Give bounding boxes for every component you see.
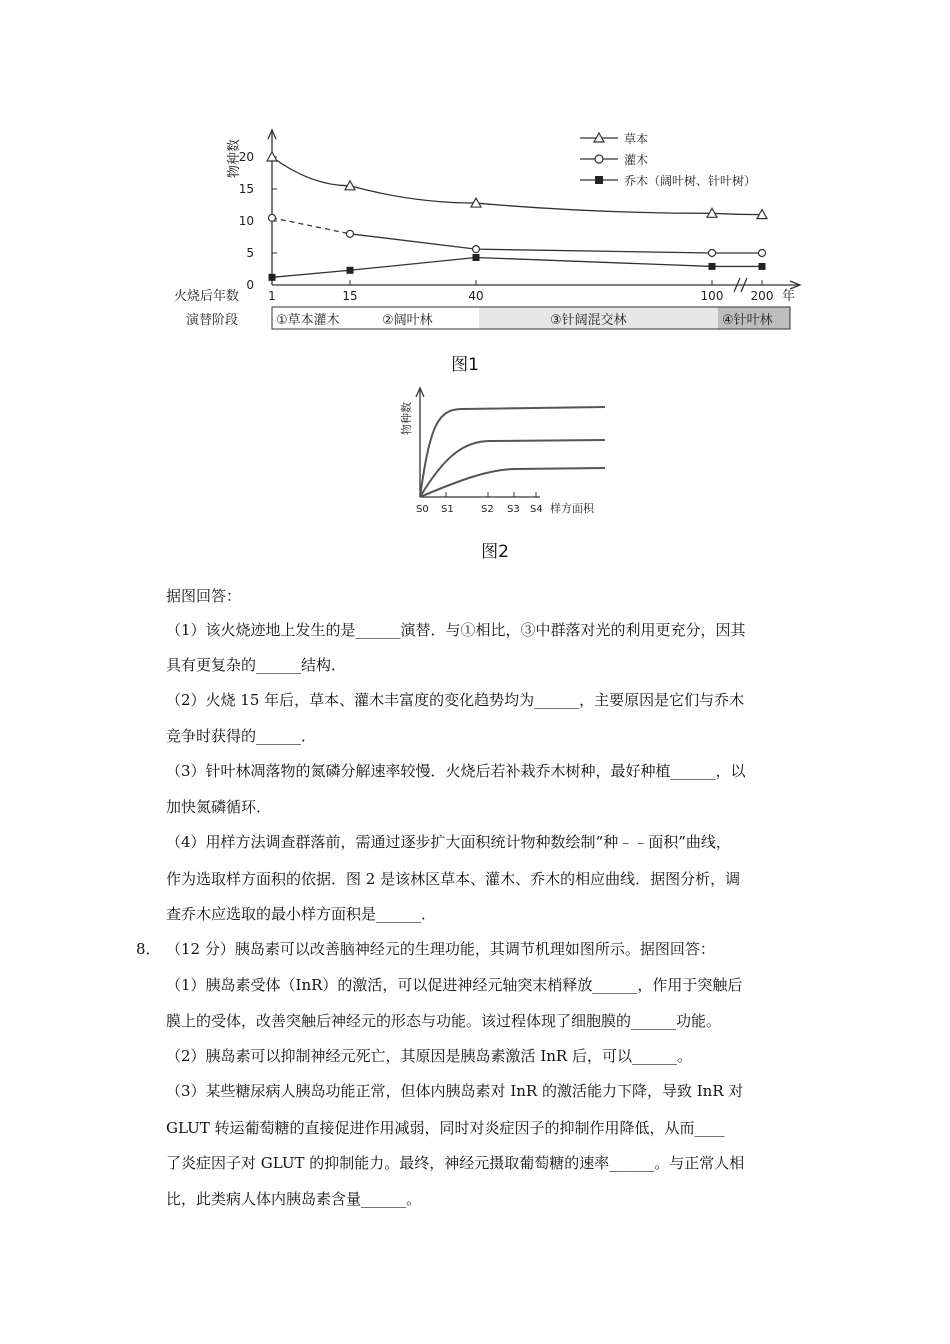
shrub-point <box>709 250 716 257</box>
problem-8-q3-line-4: 比，此类病人体内胰岛素含量______。 <box>166 1190 422 1208</box>
figure-1-x-axis-label: 火烧后年数 <box>174 289 240 304</box>
series-line <box>272 257 762 277</box>
problem-8-q3-line-3: 了炎症因子对 GLUT 的抑制能力。最终，神经元摄取葡萄糖的速率______。与正常人相 <box>166 1154 745 1172</box>
x-tick-label: 200 <box>750 289 774 303</box>
x-tick-label: 15 <box>342 289 358 303</box>
stage-2-label: ②阔叶林 <box>382 313 433 328</box>
problem-8-q1-line-2: 膜上的受体，改善突触后神经元的形态与功能。该过程体现了细胞膜的______功能。 <box>166 1012 722 1030</box>
series-line <box>350 234 762 253</box>
tick-s4: S4 <box>530 504 543 515</box>
tree-point <box>709 263 716 270</box>
y-tick-label: 0 <box>246 278 254 292</box>
problem-8-q2: （2）胰岛素可以抑制神经元死亡，其原因是胰岛素激活 InR 后，可以______。 <box>166 1047 692 1065</box>
figure-2-y-axis-label: 物种数 <box>400 402 413 435</box>
x-tick-label: 1 <box>268 289 276 303</box>
figure-1-stage-label: 演替阶段 <box>186 313 239 328</box>
shrub-point <box>269 214 276 221</box>
tick-s1: S1 <box>441 504 454 515</box>
figure-1-series <box>267 152 767 281</box>
problem-8-q1-line-1: （1）胰岛素受体（InR）的激活，可以促进神经元轴突末梢释放______，作用于突触后 <box>166 976 743 994</box>
stage-4-label: ④针叶林 <box>722 313 773 328</box>
series-line-dashed <box>272 218 350 234</box>
tree-point <box>473 254 480 261</box>
y-tick-label: 5 <box>246 246 254 260</box>
y-tick-label: 15 <box>238 182 254 196</box>
figure-1-caption: 图1 <box>451 355 479 375</box>
tick-s3: S3 <box>507 504 520 515</box>
question-4-line-1: （4）用样方法调查群落前，需通过逐步扩大面积统计物种数绘制“种﹣﹣面积”曲线， <box>166 833 731 851</box>
figure-1-x-ticks <box>268 280 773 303</box>
problem-8-q3-line-2: GLUT 转运葡萄糖的直接促进作用减弱，同时对炎症因子的抑制作用降低，从而____ <box>166 1119 725 1137</box>
y-tick-label: 20 <box>238 150 254 164</box>
question-1-line-2: 具有更复杂的______结构． <box>166 656 347 674</box>
curve-low <box>420 468 605 497</box>
stage-3-label: ③针阔混交林 <box>550 313 627 328</box>
tree-point <box>269 274 276 281</box>
question-4-line-2: 作为选取样方面积的依据．图 2 是该林区草本、灌木、乔木的相应曲线．据图分析，调 <box>166 870 741 888</box>
figure-1-y-axis-label: 物种数 <box>227 138 242 178</box>
shrub-point <box>473 246 480 253</box>
legend-shrub: 灌木 <box>624 153 649 167</box>
tree-point <box>759 263 766 270</box>
tick-s2: S2 <box>481 504 494 515</box>
legend-circle-marker <box>595 155 603 163</box>
tree-point <box>347 267 354 274</box>
legend-tree: 乔木（阔叶树、针叶树） <box>624 174 757 188</box>
question-2-line-1: （2）火烧 15 年后，草本、灌木丰富度的变化趋势均为______，主要原因是它们与乔木 <box>166 691 745 709</box>
figure-2-tick-marks <box>446 492 536 497</box>
question-2-line-2: 竞争时获得的______． <box>166 727 317 745</box>
shrub-point <box>759 250 766 257</box>
figure-2-x-axis-label: 样方面积 <box>550 502 594 515</box>
y-tick-label: 10 <box>238 214 254 228</box>
stage-1-label: ①草本灌木 <box>276 313 340 328</box>
figure-2-chart <box>390 385 620 520</box>
shrub-point <box>347 230 354 237</box>
question-3-line-1: （3）针叶林凋落物的氮磷分解速率较慢．火烧后若补栽乔木树种，最好种植______，以 <box>166 762 746 780</box>
problem-8-number: 8． <box>136 940 161 958</box>
figure-1-chart <box>150 120 810 360</box>
x-tick-label: 100 <box>700 289 724 303</box>
legend-herb: 草本 <box>624 132 649 146</box>
question-1-line-1: （1）该火烧迹地上发生的是______演替．与①相比，③中群落对光的利用更充分，因其 <box>166 621 746 639</box>
legend-square-marker <box>595 176 603 184</box>
figure-2-caption: 图2 <box>481 542 509 562</box>
problem-8-heading: （12 分）胰岛素可以改善脑神经元的生理功能，其调节机理如图所示。据图回答： <box>166 940 715 958</box>
figure-1-legend <box>580 131 756 188</box>
question-4-line-3: 查乔木应选取的最小样方面积是______． <box>166 905 437 923</box>
x-tick-label: 40 <box>468 289 484 303</box>
tick-s0: S0 <box>416 504 429 515</box>
figure-1-x-unit: 年 <box>782 289 796 304</box>
curve-high <box>420 407 605 497</box>
figure-2-curves <box>420 407 605 497</box>
question-3-line-2: 加快氮磷循环． <box>166 798 272 816</box>
figure-1-stage-bar <box>272 307 790 329</box>
intro-text: 据图回答： <box>166 587 242 605</box>
problem-8-q3-line-1: （3）某些糖尿病人胰岛功能正常，但体内胰岛素对 InR 的激活能力下降，导致 InR 对 <box>166 1082 744 1100</box>
